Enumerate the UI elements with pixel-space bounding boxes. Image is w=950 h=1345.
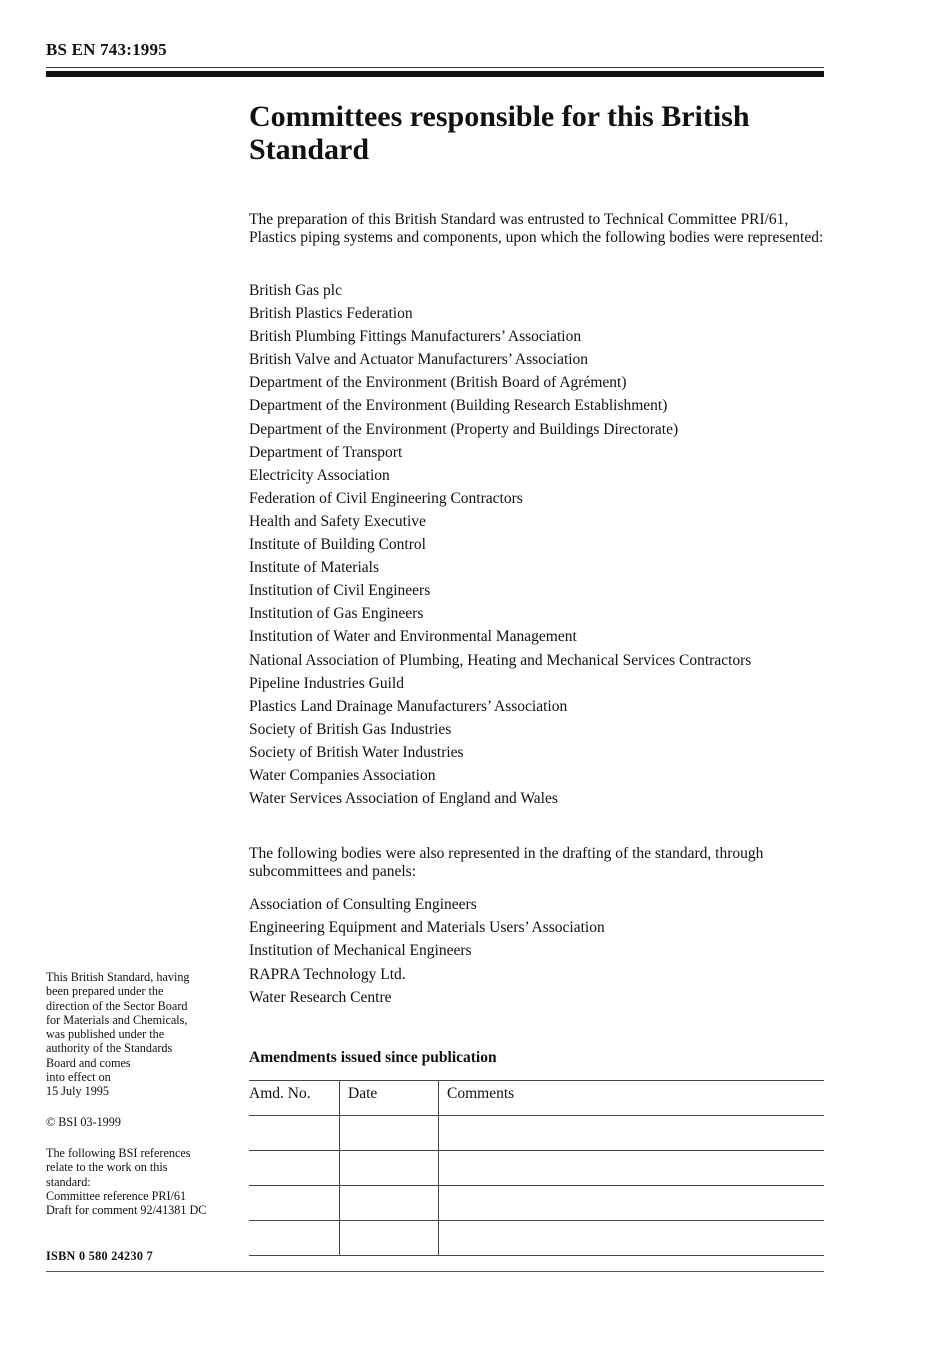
table-cell (439, 1186, 825, 1221)
list-item: Institution of Gas Engineers (249, 605, 424, 623)
note-line: standard: (46, 1174, 91, 1189)
table-row (249, 1221, 824, 1256)
note-line: for Materials and Chemicals, (46, 1012, 188, 1027)
table-cell (249, 1151, 340, 1186)
represented-bodies-list (249, 281, 824, 812)
list-item: Department of Transport (249, 443, 403, 461)
list-item: British Gas plc (249, 282, 342, 299)
table-cell (249, 1116, 340, 1151)
list-item: Association of Consulting Engineers (249, 896, 477, 913)
table-cell (340, 1116, 439, 1151)
amendments-heading: Amendments issued since publication (249, 1049, 497, 1066)
table-header-row (249, 1081, 824, 1116)
table-row (249, 1151, 824, 1186)
note-line: Board and comes (46, 1055, 131, 1070)
list-item: Electricity Association (249, 466, 390, 484)
list-item: Institution of Civil Engineers (249, 582, 431, 600)
list-item: British Plumbing Fittings Manufacturers’ Association (249, 328, 582, 346)
list-item: Plastics Land Drainage Manufacturers’ Association (249, 697, 568, 715)
list-item: RAPRA Technology Ltd. (249, 965, 406, 983)
intro-paragraph: The preparation of this British Standard was entrusted to Technical Committee PRI/61, Plastics piping systems and components, upon which the following bodies were represented: (249, 211, 824, 246)
table-cell (439, 1221, 825, 1256)
header-rule-thick (46, 71, 824, 77)
list-item: National Association of Plumbing, Heating and Mechanical Services Contractors (249, 651, 752, 669)
note-line: relate to the work on this (46, 1160, 168, 1175)
list-item: Department of the Environment (British Board of Agrément) (249, 374, 627, 392)
list-item: Water Companies Association (249, 766, 436, 784)
list-item: Water Research Centre (249, 988, 392, 1006)
list-item: Engineering Equipment and Materials Users’ Association (249, 919, 605, 937)
publication-note (46, 970, 236, 1099)
table-cell (249, 1186, 340, 1221)
footer-rule (46, 1271, 824, 1272)
list-item: Institute of Building Control (249, 536, 426, 554)
list-item: Institution of Water and Environmental Management (249, 628, 577, 646)
note-line: 15 July 1995 (46, 1084, 109, 1099)
table-cell (340, 1221, 439, 1256)
table-row (249, 1116, 824, 1151)
isbn: ISBN 0 580 24230 7 (46, 1249, 153, 1263)
list-item: Pipeline Industries Guild (249, 674, 404, 692)
table-row (249, 1186, 824, 1221)
amendments-table (249, 1080, 824, 1256)
list-item: Department of the Environment (Building Research Establishment) (249, 397, 668, 415)
list-item: Society of British Water Industries (249, 743, 464, 761)
note-line: was published under the (46, 1027, 165, 1042)
column-header-comments: Comments (439, 1081, 825, 1116)
table-cell (439, 1151, 825, 1186)
page-title: Committees responsible for this British Standard (249, 100, 750, 166)
list-item: Institute of Materials (249, 559, 379, 577)
list-item: Department of the Environment (Property and Buildings Directorate) (249, 420, 679, 438)
note-line: This British Standard, having (46, 970, 190, 984)
list-item: Society of British Gas Industries (249, 720, 452, 738)
list-item: Water Services Association of England and Wales (249, 790, 558, 808)
column-header-amd-no: Amd. No. (249, 1081, 340, 1116)
header-rule-thin (46, 67, 824, 68)
list-item: British Valve and Actuator Manufacturers’ Association (249, 351, 589, 369)
table-cell (340, 1186, 439, 1221)
list-item: Health and Safety Executive (249, 512, 426, 530)
document-code: BS EN 743:1995 (46, 40, 167, 59)
note-line: Committee reference PRI/61 (46, 1188, 187, 1203)
note-line: The following BSI references (46, 1146, 191, 1160)
subcommittee-paragraph: The following bodies were also represented in the drafting of the standard, through subcommittees and panels: (249, 845, 764, 880)
table-cell (439, 1116, 825, 1151)
note-line: authority of the Standards (46, 1041, 173, 1056)
note-line: into effect on (46, 1070, 111, 1085)
list-item: Institution of Mechanical Engineers (249, 942, 472, 960)
table-cell (249, 1221, 340, 1256)
note-line: been prepared under the (46, 984, 164, 999)
note-line: direction of the Sector Board (46, 998, 188, 1013)
subcommittee-bodies-list (249, 895, 824, 1011)
list-item: Federation of Civil Engineering Contractors (249, 489, 523, 507)
note-line: Draft for comment 92/41381 DC (46, 1203, 207, 1218)
copyright-note: © BSI 03-1999 (46, 1115, 121, 1129)
column-header-date: Date (340, 1081, 439, 1116)
table-cell (340, 1151, 439, 1186)
bsi-references-note (46, 1146, 236, 1217)
list-item: British Plastics Federation (249, 305, 413, 323)
